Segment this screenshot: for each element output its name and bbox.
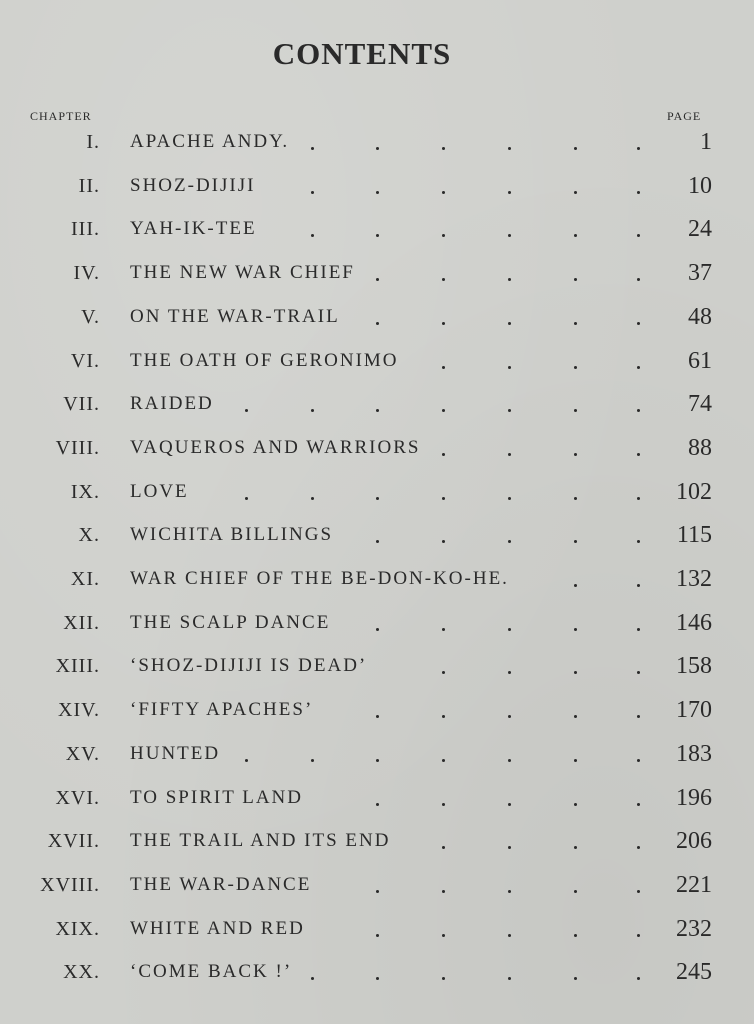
- dot-leader: [0, 620, 754, 630]
- leader-dot: [637, 628, 640, 631]
- leader-dot: [376, 890, 379, 893]
- dot-leader: [0, 707, 754, 717]
- leader-dot: [574, 584, 577, 587]
- chapter-title: WHITE AND RED: [130, 918, 305, 939]
- leader-dot: [508, 191, 511, 194]
- leader-dot: [637, 147, 640, 150]
- dot-leader: [0, 401, 754, 411]
- dot-leader: [0, 795, 754, 805]
- leader-dot: [637, 540, 640, 543]
- page-number: 232: [676, 916, 712, 942]
- page-title: CONTENTS: [272, 36, 452, 71]
- leader-dot: [245, 409, 248, 412]
- leader-dot: [311, 497, 314, 500]
- leader-dot: [637, 366, 640, 369]
- dot-leader: [0, 314, 754, 324]
- chapter-number: XII.: [63, 612, 100, 634]
- leader-dot: [311, 147, 314, 150]
- leader-dot: [376, 234, 379, 237]
- page-number: 146: [676, 610, 712, 636]
- chapter-title: THE TRAIL AND ITS END: [130, 830, 391, 851]
- toc-entry: [0, 218, 754, 258]
- leader-dot: [376, 497, 379, 500]
- leader-dot: [574, 803, 577, 806]
- leader-dot: [442, 234, 445, 237]
- leader-dot: [376, 628, 379, 631]
- toc-entry: [0, 350, 754, 390]
- dot-leader: [0, 838, 754, 848]
- leader-dot: [508, 278, 511, 281]
- leader-dot: [508, 671, 511, 674]
- chapter-number: IX.: [70, 481, 100, 503]
- leader-dot: [245, 497, 248, 500]
- leader-dot: [637, 934, 640, 937]
- leader-dot: [637, 497, 640, 500]
- chapter-title: LOVE: [130, 481, 189, 502]
- leader-dot: [637, 278, 640, 281]
- chapter-number: VIII.: [55, 437, 100, 459]
- leader-dot: [574, 322, 577, 325]
- dot-leader: [0, 663, 754, 673]
- leader-dot: [637, 322, 640, 325]
- toc-entry: [0, 306, 754, 346]
- chapter-number: VI.: [70, 350, 100, 372]
- toc-entry: [0, 175, 754, 215]
- page-number: 183: [676, 741, 712, 767]
- page-number: 48: [688, 304, 712, 330]
- leader-dot: [574, 453, 577, 456]
- toc-entry: [0, 481, 754, 521]
- chapter-title: YAH-IK-TEE: [130, 218, 257, 239]
- leader-dot: [442, 846, 445, 849]
- leader-dot: [442, 759, 445, 762]
- page-number: 102: [676, 479, 712, 505]
- chapter-title: TO SPIRIT LAND: [130, 787, 303, 808]
- leader-dot: [637, 803, 640, 806]
- leader-dot: [637, 191, 640, 194]
- leader-dot: [637, 759, 640, 762]
- chapter-title: ON THE WAR-TRAIL: [130, 306, 340, 327]
- leader-dot: [574, 278, 577, 281]
- leader-dot: [574, 934, 577, 937]
- chapter-column-label: CHAPTER: [30, 109, 92, 123]
- toc-entry: [0, 918, 754, 958]
- leader-dot: [442, 628, 445, 631]
- leader-dot: [442, 890, 445, 893]
- leader-dot: [508, 540, 511, 543]
- page-number: 196: [676, 785, 712, 811]
- page-number: 61: [688, 348, 712, 374]
- leader-dot: [311, 191, 314, 194]
- chapter-number: XVI.: [55, 787, 100, 809]
- chapter-title: WAR CHIEF OF THE BE-DON-KO-HE.: [130, 568, 509, 589]
- chapter-number: V.: [81, 306, 100, 328]
- leader-dot: [442, 191, 445, 194]
- page-number: 132: [676, 566, 712, 592]
- dot-leader: [0, 489, 754, 499]
- leader-dot: [376, 191, 379, 194]
- leader-dot: [311, 409, 314, 412]
- page-number: 115: [676, 522, 712, 548]
- chapter-title: APACHE ANDY.: [130, 131, 290, 152]
- chapter-title: RAIDED: [130, 393, 214, 414]
- chapter-number: XVIII.: [40, 874, 100, 896]
- leader-dot: [508, 234, 511, 237]
- leader-dot: [376, 934, 379, 937]
- chapter-title: HUNTED: [130, 743, 221, 764]
- leader-dot: [508, 934, 511, 937]
- leader-dot: [311, 759, 314, 762]
- leader-dot: [376, 147, 379, 150]
- leader-dot: [574, 191, 577, 194]
- leader-dot: [574, 628, 577, 631]
- page-number: 170: [676, 697, 712, 723]
- leader-dot: [442, 147, 445, 150]
- chapter-title: THE SCALP DANCE: [130, 612, 331, 633]
- dot-leader: [0, 270, 754, 280]
- toc-entry: [0, 262, 754, 302]
- dot-leader: [0, 139, 754, 149]
- toc-entry: [0, 131, 754, 171]
- page-column-label: PAGE: [667, 109, 702, 123]
- leader-dot: [574, 759, 577, 762]
- chapter-title: THE WAR-DANCE: [130, 874, 312, 895]
- leader-dot: [574, 409, 577, 412]
- chapter-number: XIX.: [55, 918, 100, 940]
- leader-dot: [574, 846, 577, 849]
- leader-dot: [574, 497, 577, 500]
- dot-leader: [0, 183, 754, 193]
- leader-dot: [574, 234, 577, 237]
- chapter-number: III.: [71, 218, 100, 240]
- leader-dot: [442, 934, 445, 937]
- leader-dot: [376, 540, 379, 543]
- leader-dot: [442, 278, 445, 281]
- leader-dot: [245, 759, 248, 762]
- leader-dot: [376, 715, 379, 718]
- leader-dot: [442, 366, 445, 369]
- leader-dot: [508, 977, 511, 980]
- leader-dot: [376, 322, 379, 325]
- toc-entry: [0, 787, 754, 827]
- chapter-number: VII.: [63, 393, 100, 415]
- leader-dot: [311, 234, 314, 237]
- leader-dot: [508, 147, 511, 150]
- leader-dot: [442, 409, 445, 412]
- dot-leader: [0, 969, 754, 979]
- chapter-number: X.: [78, 524, 100, 546]
- page-number: 24: [688, 216, 712, 242]
- leader-dot: [508, 803, 511, 806]
- chapter-title: WICHITA BILLINGS: [130, 524, 334, 545]
- leader-dot: [376, 278, 379, 281]
- leader-dot: [442, 803, 445, 806]
- leader-dot: [508, 497, 511, 500]
- leader-dot: [508, 322, 511, 325]
- leader-dot: [574, 366, 577, 369]
- leader-dot: [508, 715, 511, 718]
- chapter-title: ‘SHOZ-DIJIJI IS DEAD’: [130, 655, 368, 676]
- leader-dot: [376, 803, 379, 806]
- chapter-number: XI.: [70, 568, 100, 590]
- leader-dot: [442, 322, 445, 325]
- chapter-number: I.: [86, 131, 100, 153]
- toc-entry: [0, 612, 754, 652]
- toc-entry: [0, 568, 754, 608]
- chapter-number: IV.: [73, 262, 100, 284]
- leader-dot: [442, 540, 445, 543]
- chapter-title: ‘FIFTY APACHES’: [130, 699, 314, 720]
- toc-entry: [0, 655, 754, 695]
- leader-dot: [637, 234, 640, 237]
- leader-dot: [637, 846, 640, 849]
- page-number: 10: [688, 173, 712, 199]
- chapter-number: II.: [78, 175, 100, 197]
- page-number: 88: [688, 435, 712, 461]
- leader-dot: [637, 977, 640, 980]
- leader-dot: [508, 366, 511, 369]
- chapter-title: VAQUEROS AND WARRIORS: [130, 437, 421, 458]
- leader-dot: [637, 715, 640, 718]
- page-number: 221: [676, 872, 712, 898]
- leader-dot: [574, 890, 577, 893]
- leader-dot: [508, 409, 511, 412]
- toc-entry: [0, 830, 754, 870]
- page-number: 1: [700, 129, 712, 155]
- chapter-title: SHOZ-DIJIJI: [130, 175, 256, 196]
- page-number: 37: [688, 260, 712, 286]
- leader-dot: [637, 890, 640, 893]
- chapter-number: XX.: [63, 961, 100, 983]
- dot-leader: [0, 358, 754, 368]
- leader-dot: [637, 409, 640, 412]
- leader-dot: [376, 977, 379, 980]
- chapter-title: THE NEW WAR CHIEF: [130, 262, 355, 283]
- toc-entry: [0, 961, 754, 1001]
- leader-dot: [376, 409, 379, 412]
- dot-leader: [0, 532, 754, 542]
- page-number: 74: [688, 391, 712, 417]
- toc-entry: [0, 874, 754, 914]
- toc-entry: [0, 393, 754, 433]
- leader-dot: [376, 759, 379, 762]
- leader-dot: [508, 846, 511, 849]
- leader-dot: [574, 147, 577, 150]
- dot-leader: [0, 445, 754, 455]
- leader-dot: [442, 497, 445, 500]
- leader-dot: [508, 453, 511, 456]
- chapter-title: THE OATH OF GERONIMO: [130, 350, 399, 371]
- leader-dot: [442, 977, 445, 980]
- leader-dot: [574, 671, 577, 674]
- leader-dot: [637, 584, 640, 587]
- toc-entry: [0, 437, 754, 477]
- leader-dot: [442, 453, 445, 456]
- dot-leader: [0, 576, 754, 586]
- leader-dot: [311, 977, 314, 980]
- leader-dot: [442, 671, 445, 674]
- toc-entry: [0, 743, 754, 783]
- leader-dot: [508, 890, 511, 893]
- chapter-number: XIII.: [55, 655, 100, 677]
- toc-entry: [0, 699, 754, 739]
- leader-dot: [574, 977, 577, 980]
- chapter-number: XV.: [65, 743, 100, 765]
- chapter-number: XVII.: [47, 830, 100, 852]
- leader-dot: [574, 715, 577, 718]
- leader-dot: [508, 759, 511, 762]
- page-number: 158: [676, 653, 712, 679]
- dot-leader: [0, 751, 754, 761]
- chapter-number: XIV.: [58, 699, 100, 721]
- leader-dot: [637, 453, 640, 456]
- chapter-title: ‘COME BACK !’: [130, 961, 293, 982]
- toc-entry: [0, 524, 754, 564]
- leader-dot: [508, 628, 511, 631]
- leader-dot: [637, 671, 640, 674]
- dot-leader: [0, 926, 754, 936]
- page-number: 245: [676, 959, 712, 985]
- page-number: 206: [676, 828, 712, 854]
- leader-dot: [442, 715, 445, 718]
- dot-leader: [0, 882, 754, 892]
- leader-dot: [574, 540, 577, 543]
- dot-leader: [0, 226, 754, 236]
